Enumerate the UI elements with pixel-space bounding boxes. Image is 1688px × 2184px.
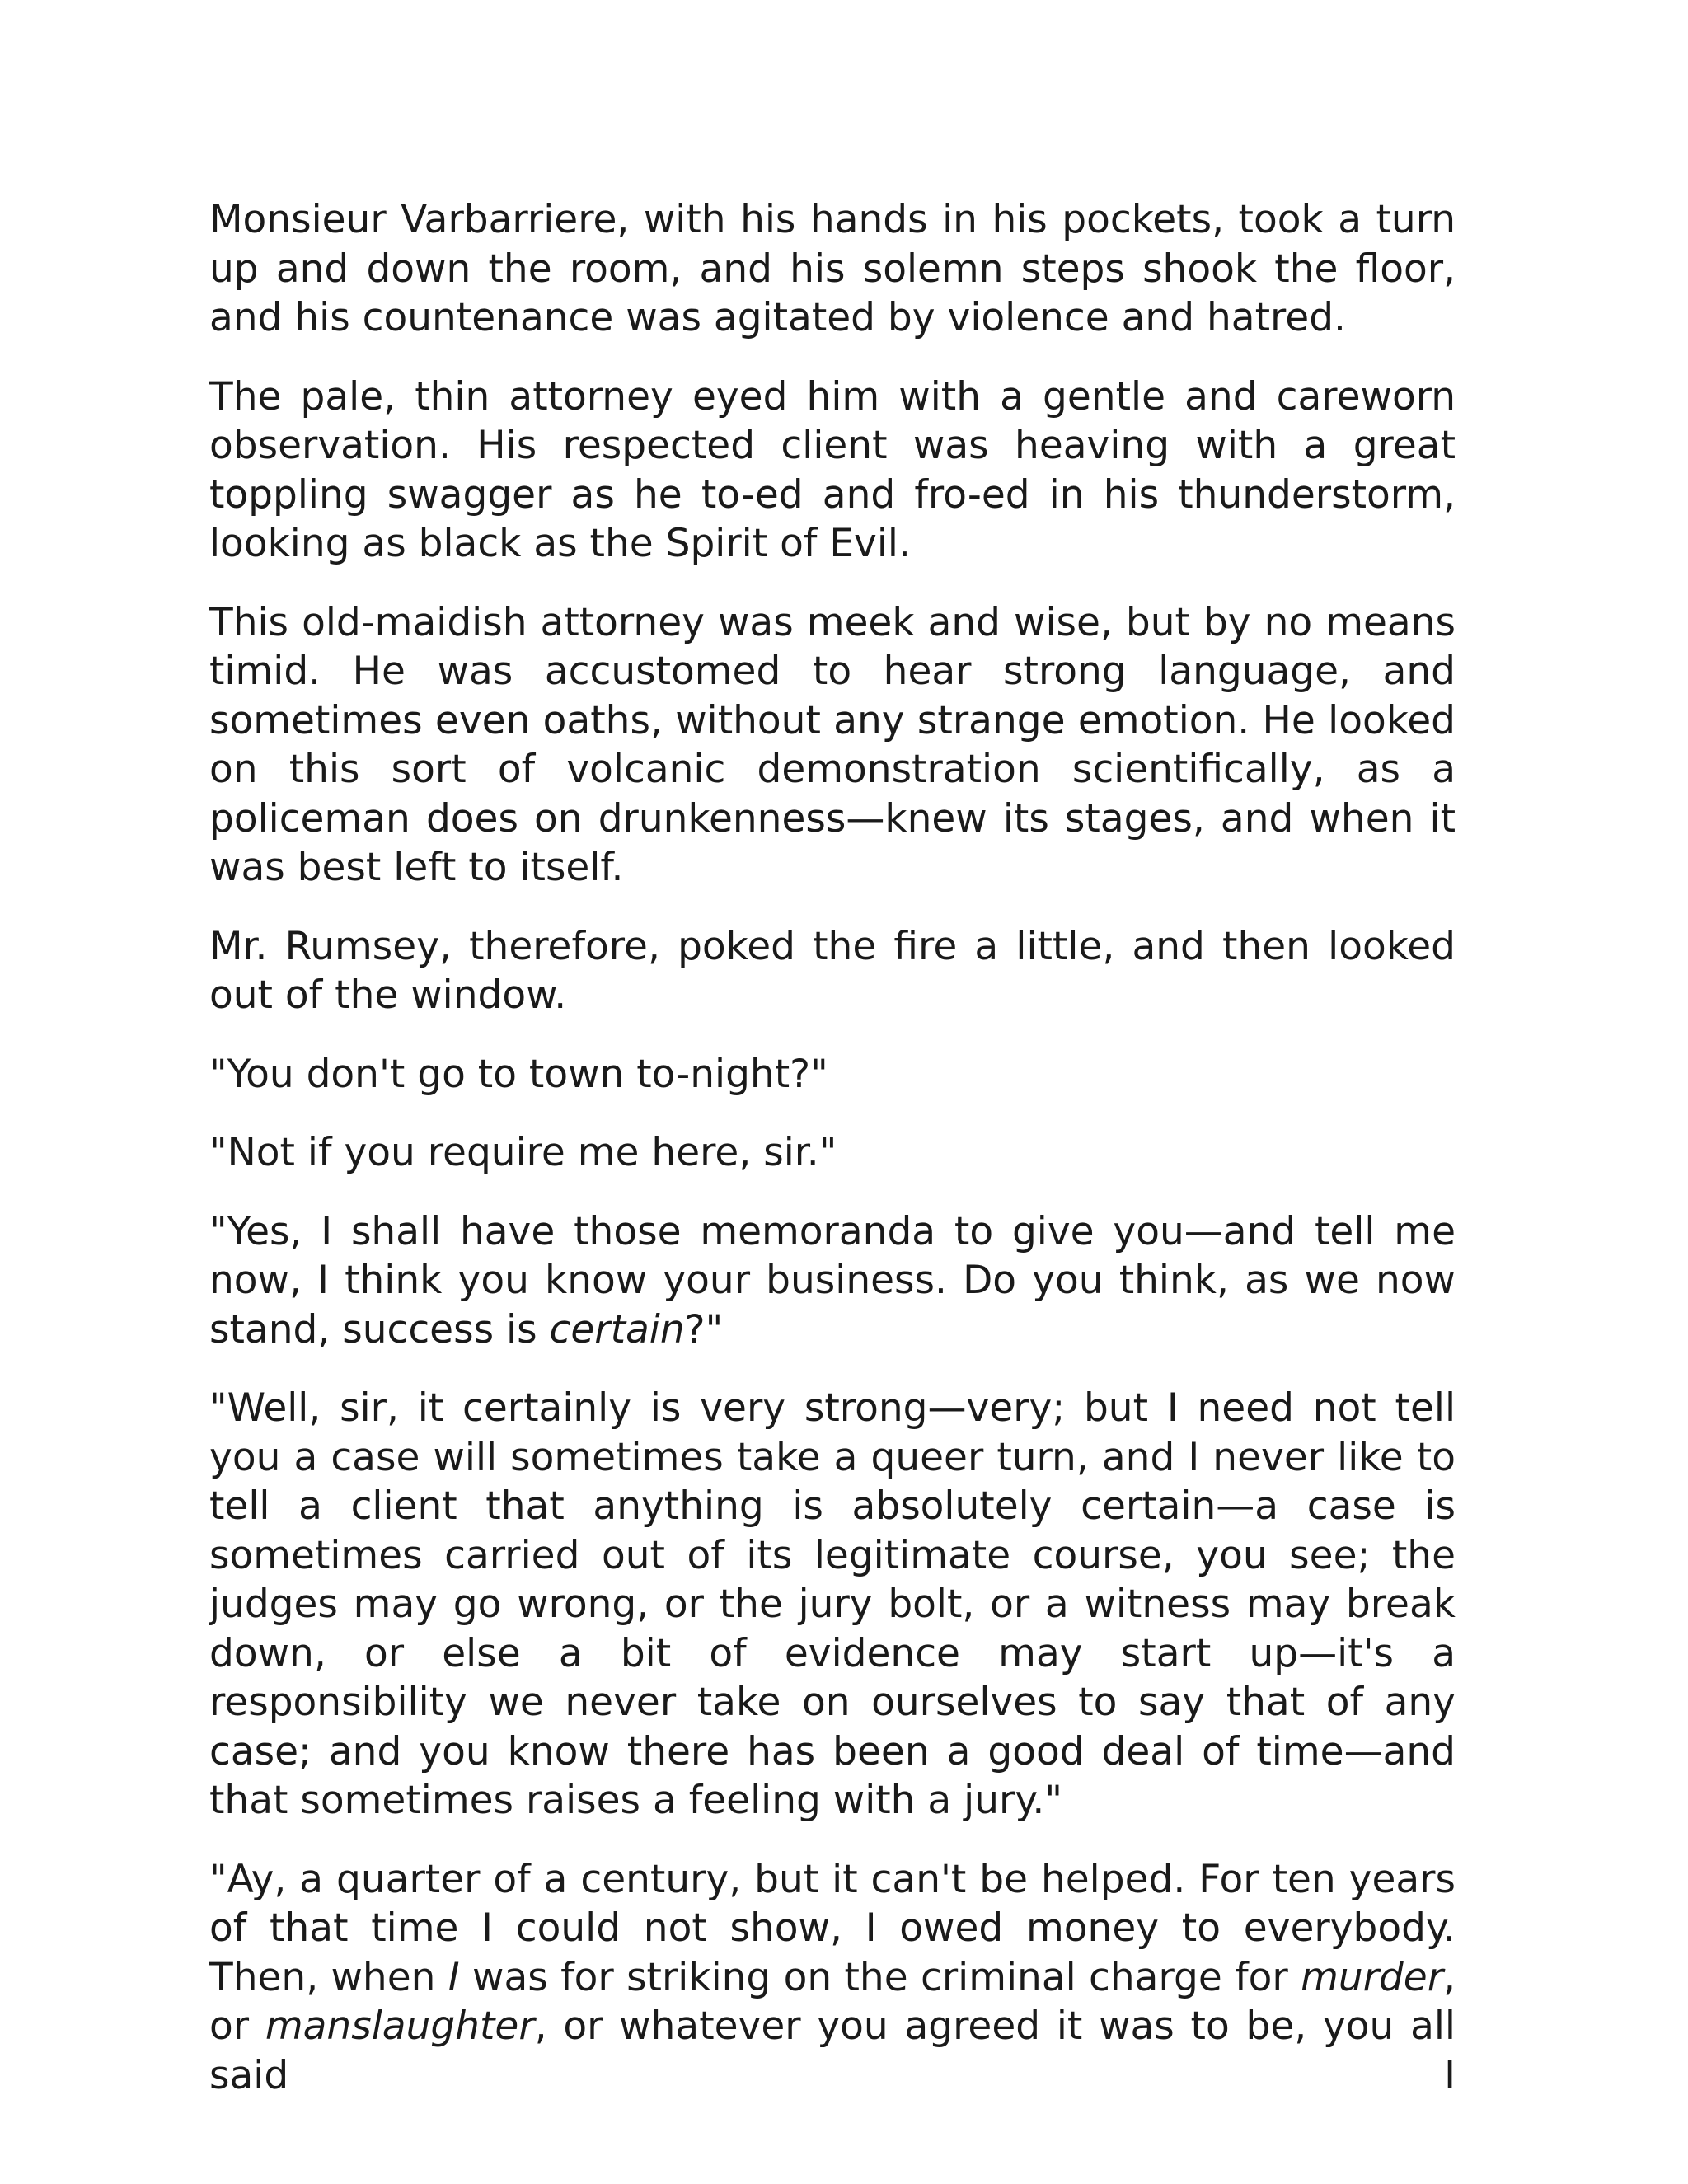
text-segment: "Yes, I shall have those memoranda to give you—and tell me now, I think you know your business. Do you think, as we now stand, success is — [209, 1208, 1456, 1352]
text-segment: was for striking on the criminal charge for — [459, 1954, 1301, 2000]
italic-text-segment: manslaughter — [265, 2004, 535, 2049]
paragraph — [209, 598, 1456, 893]
paragraph — [209, 195, 1456, 343]
paragraph — [209, 1855, 1456, 2101]
paragraph — [209, 1050, 1456, 1099]
text-segment: "Well, sir, it certainly is very strong—very; but I need not tell you a case will sometimes take a queer turn, and I never like to tell a client that anything is absolutely certain—a case is sometimes carried out of its legitimate course, you see; the judges may go wrong, or the jury bolt, or a witness may break down, or else a bit of evidence may start up—it's a responsibility we never take on ourselves to say that of any case; and you know there has been a good deal of time—and that sometimes raises a feeling with a jury." — [209, 1385, 1456, 1823]
paragraph — [209, 1128, 1456, 1178]
italic-text-segment: murder — [1301, 1954, 1444, 2000]
text-segment: "You don't go to town to-night?" — [209, 1051, 828, 1097]
italic-text-segment: certain — [549, 1306, 685, 1352]
paragraph — [209, 373, 1456, 569]
text-segment: , or whatever you agreed it was to be, you all said I — [209, 2004, 1456, 2098]
text-segment: "Ay, a quarter of a century, but it can't be helped. For ten years of that time I could not show, I owed money to everybody. Then, when — [209, 1856, 1456, 2000]
italic-text-segment: I — [448, 1954, 460, 2000]
text-segment: , or — [209, 1954, 1456, 2049]
text-segment: This old-maidish attorney was meek and wise, but by no means timid. He was accustomed to hear strong language, and sometimes even oaths, without any strange emotion. He looked on this sort of volcanic demonstration scientifically, as a policeman does on drunkenness—knew its stages, and when it was best left to itself. — [209, 599, 1456, 890]
text-segment: Mr. Rumsey, therefore, poked the fire a little, and then looked out of the window. — [209, 923, 1456, 1018]
text-segment: Monsieur Varbarriere, with his hands in his pockets, took a turn up and down the room, and his solemn steps shook the floor, and his countenance was agitated by violence and hatred. — [209, 197, 1456, 340]
paragraph — [209, 1384, 1456, 1825]
text-segment: The pale, thin attorney eyed him with a gentle and careworn observation. His respected client was heaving with a great toppling swagger as he to-ed and fro-ed in his thunderstorm, looking as black as the Spirit of Evil. — [209, 373, 1456, 566]
text-segment: "Not if you require me here, sir." — [209, 1130, 837, 1175]
paragraph — [209, 1207, 1456, 1355]
text-segment: ?" — [684, 1306, 724, 1352]
document-page — [209, 195, 1456, 2130]
paragraph — [209, 922, 1456, 1020]
